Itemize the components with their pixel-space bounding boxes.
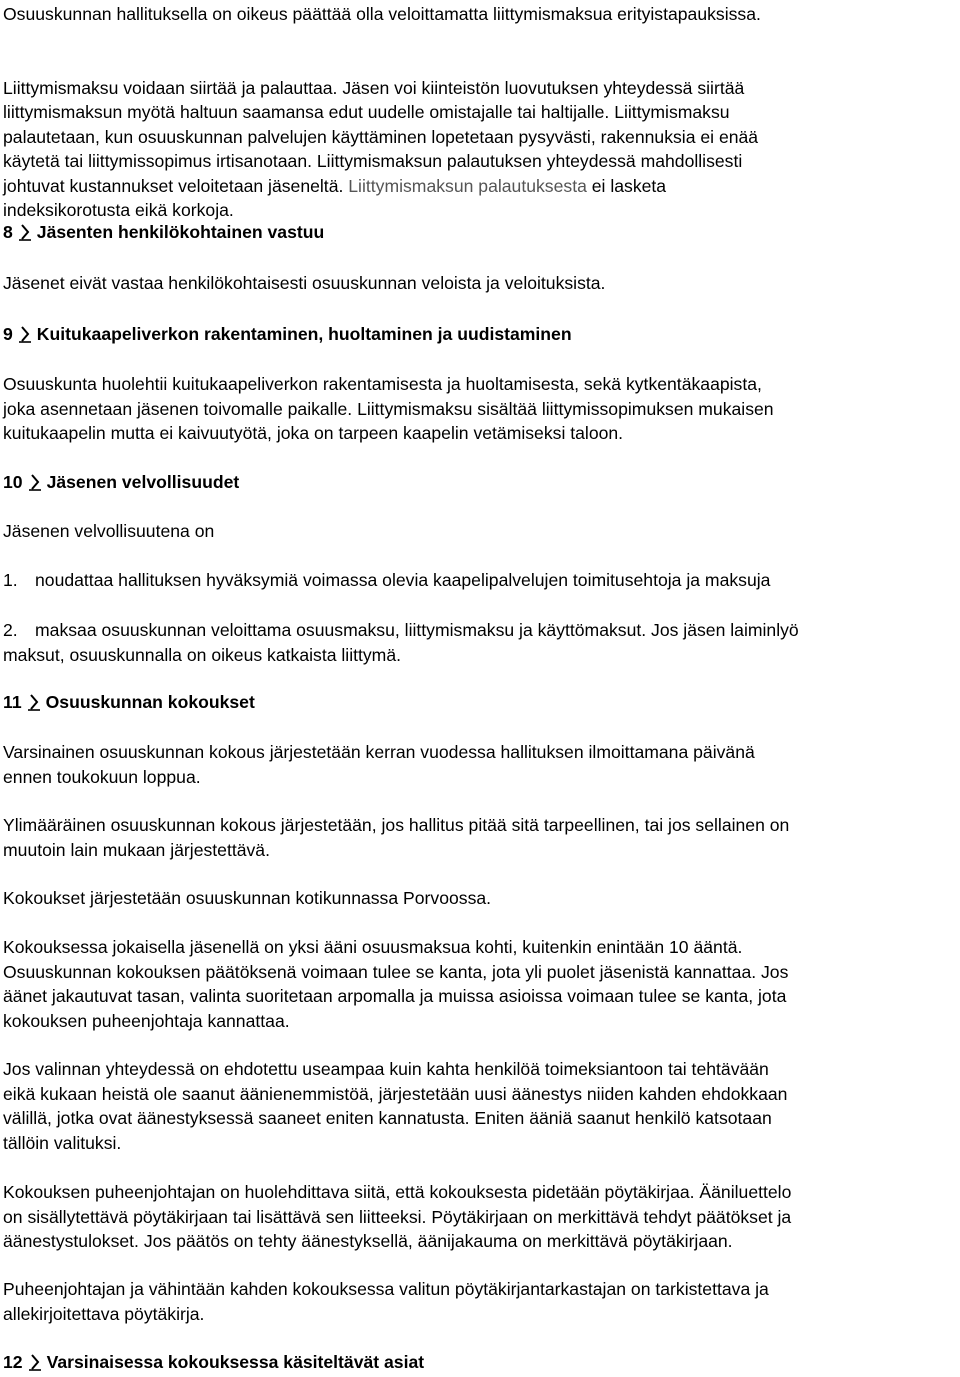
heading-section-11 — [3, 690, 255, 715]
section-sign-icon — [26, 473, 44, 491]
section-sign-icon — [16, 325, 34, 343]
heading-text: Jäsenten henkilökohtainen vastuu — [36, 222, 325, 242]
paragraph-liittymismaksu-part-1: Liittymismaksu voidaan siirtää ja palauttaa. Jäsen voi kiinteistön luovutuksen yhteydessä siirtää liittymismaksun myötä haltuun saamansa edut uudelle omistajalle tai haltijalle. Liittymismaksu palautetaan, kun osuuskunnan palvelujen käyttäminen lopetetaan pysyvästi, rakennuksia ei enää käytetä tai liittymissopimus irtisanotaan. Liittymismaksun palautuksen yhteydessä mahdollisesti johtuvat kustannukset veloitetaan jäseneltä. — [3, 77, 759, 196]
list-item-continuation: maksut, osuuskunnalla on oikeus katkaista liittymä. — [3, 644, 402, 665]
paragraph-kokouspaikka: Kokoukset järjestetään osuuskunnan kotikunnassa Porvoossa. — [3, 888, 492, 908]
heading-section-10 — [3, 470, 239, 495]
heading-text: Kuitukaapeliverkon rakentaminen, huoltaminen ja uudistaminen — [36, 324, 572, 344]
heading-number: 10 — [3, 472, 23, 492]
paragraph-poytakirja: Kokouksen puheenjohtajan on huolehdittava siitä, että kokouksesta pidetään pöytäkirjaa. Ääniluettelo on sisällytettävä pöytäkirjaan tai lisättävä sen liitteeksi. Pöytäkirjaan on merkittävä tehdyt päätökset ja äänestystulokset. Jos päätös on tehty äänestyksellä, äänijakauma on merkittävä pöytäkirjaan. — [3, 1182, 792, 1251]
heading-number: 8 — [3, 222, 13, 242]
list-item — [3, 568, 770, 593]
heading-section-9 — [3, 322, 572, 347]
list-item-number: 2. — [3, 620, 18, 640]
paragraph-velvollisuutena: Jäsenen velvollisuutena on — [3, 521, 215, 541]
list-item-text: noudattaa hallituksen hyväksymiä voimassa olevia kaapelipalvelujen toimitusehtoja ja maksuja — [35, 570, 771, 590]
paragraph-varsinainen-kokous: Varsinainen osuuskunnan kokous järjestetään kerran vuodessa hallituksen ilmoittamana päivänä ennen toukokuun loppua. — [3, 742, 755, 787]
paragraph-liittymismaksu-highlight: Liittymismaksun palautuksesta — [348, 175, 587, 196]
paragraph-liittymismaksu-siirto — [3, 51, 960, 223]
heading-text: Jäsenen velvollisuudet — [46, 472, 240, 492]
paragraph-ylimaarainen-kokous: Ylimääräinen osuuskunnan kokous järjestetään, jos hallitus pitää sitä tarpeellinen, tai jos sellainen on muutoin lain mukaan järjestettävä. — [3, 815, 790, 860]
paragraph-hallitus-oikeus: Osuuskunnan hallituksella on oikeus päättää olla veloittamatta liittymismaksua erityistapauksissa. — [3, 4, 761, 24]
heading-text: Osuuskunnan kokoukset — [45, 692, 255, 712]
heading-section-12 — [3, 1350, 424, 1375]
section-sign-icon — [26, 1353, 44, 1371]
list-item — [3, 618, 799, 667]
paragraph-valinta: Jos valinnan yhteydessä on ehdotettu useampaa kuin kahta henkilöä toimeksiantoon tai tehtävään eikä kukaan heistä ole saanut äänienemmistöä, järjestetään uusi äänestys niiden kahden ehdokkaan välillä, jotka ovat äänestyksessä saaneet eniten kannatusta. Eniten ääniä saanut henkilö katsotaan tällöin valituksi. — [3, 1059, 788, 1153]
list-item-text: maksaa osuuskunnan veloittama osuusmaksu, liittymismaksu ja käyttömaksut. Jos jäsen laiminlyö — [35, 620, 799, 640]
heading-number: 11 — [3, 692, 22, 712]
paragraph-kuitukaapeliverkko: Osuuskunta huolehtii kuitukaapeliverkon rakentamisesta ja huoltamisesta, sekä kytkentäkaapista, joka asennetaan jäsenen toivomalle paikalle. Liittymismaksu sisältää liittymissopimuksen mukaisen kuitukaapelin mutta ei kaivuutyötä, joka on tarpeen kaapelin vetämiseksi taloon. — [3, 374, 774, 443]
paragraph-liittymismaksu-part-3: ei lasketa indeksikorotusta eikä korkoja. — [3, 175, 667, 220]
paragraph-tarkastajat: Puheenjohtajan ja vähintään kahden kokouksessa valitun pöytäkirjantarkastajan on tarkistettava ja allekirjoitettava pöytäkirja. — [3, 1279, 769, 1324]
section-sign-icon — [25, 693, 43, 711]
heading-number: 12 — [3, 1352, 23, 1372]
section-sign-icon — [16, 223, 34, 241]
heading-text: Varsinaisessa kokouksessa käsiteltävät asiat — [46, 1352, 425, 1372]
paragraph-aanestys: Kokouksessa jokaisella jäsenellä on yksi ääni osuusmaksua kohti, kuitenkin enintään 10 ääntä. Osuuskunnan kokouksen päätöksenä voimaan tulee se kanta, jota yli puolet jäsenistä kannattaa. Jos äänet jakautuvat tasan, valinta suoritetaan arpomalla ja muissa asioissa voimaan tulee se kanta, jota kokouksen puheenjohtaja kannattaa. — [3, 937, 789, 1031]
heading-section-8 — [3, 220, 324, 245]
heading-number: 9 — [3, 324, 13, 344]
paragraph-henkilokohtainen-vastuu: Jäsenet eivät vastaa henkilökohtaisesti osuuskunnan veloista ja veloituksista. — [3, 273, 606, 293]
list-item-number: 1. — [3, 570, 18, 590]
